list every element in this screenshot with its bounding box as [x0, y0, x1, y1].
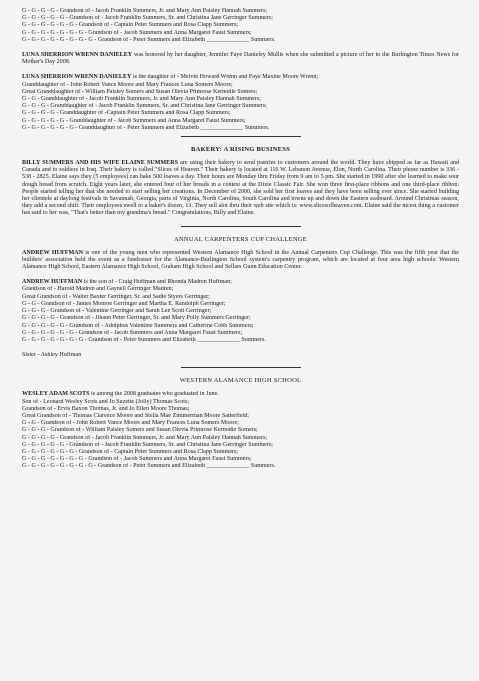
paragraph-text: was honored by her daughter, Jennifer Faye Danieley Mullis when she submitted a picture of her to the Burlington Times News for Mother's Day 2008.: [22, 52, 459, 66]
genealogy-line: G - G - G - Grandson of - William Paisley Somers and Susan Olevia Primrose Kernodle Somers;: [22, 427, 258, 434]
genealogy-line: G - G - G - G - G - Grandson of - Adolphus Valentine Summers and Catherine Cobb Summers;: [22, 322, 254, 329]
genealogy-line: G - G - G - G - G - G - Grandson of - Captain Peter Summers and Rosa Clapp Summers;: [22, 448, 239, 455]
andrew-lineage-intro: [22, 279, 459, 286]
genealogy-line: G - G - G - Grandson of - Valentine Gerringer and Sarah Lee Scott Gerringer;: [22, 308, 212, 315]
genealogy-line: G - G - G - G - Grandson of - Jacob Franklin Summers, Jr. and Mary Ann Paisley Hannah Summers;: [22, 434, 268, 441]
genealogy-line: G - G - Grandson of - John Robert Vance Moore and Mary Frances Luna Somers Moore;: [22, 420, 239, 427]
genealogy-line: Grandson of - Ervis Baxon Thomas, Jr. and Jo Ellen Moore Thomas;: [22, 405, 190, 412]
genealogy-line: G - G - G - Granddaughter of - Jacob Franklin Summers, Sr. and Christina Jane Gerringer Summers;: [22, 103, 267, 110]
section-heading-bakery: BAKERY: A RISING BUSINESS: [191, 146, 290, 154]
person-name: BILLY SUMMERS AND HIS WIFE ELAINE SUMMERS: [22, 160, 179, 167]
sister-line: Sister - Ashley Huffman: [22, 352, 82, 359]
genealogy-line: G - G - G - G - Granddaughter of -Captain Peter Summers and Rosa Clapp Summers;: [22, 110, 231, 117]
section-divider: [181, 136, 301, 137]
section-heading-western-alamance: WESTERN ALAMANCE HIGH SCHOOL: [179, 377, 302, 385]
genealogy-line: G - G - Granddaughter of - Jacob Franklin Summers, Jr. and Mary Ann Paisley Hannah Summers;: [22, 96, 261, 103]
genealogy-line: G - G - G - G - G - Grandson of - Jacob Franklin Summers, Sr. and Christina Jane Gerringer Summers;: [22, 441, 273, 448]
genealogy-line: Granddaughter of - John Robert Vance Moore and Mary Frances Luna Somers Moore;: [22, 81, 233, 88]
genealogy-line: Son of - Leonard Wesley Scots and Jo Suzette (Jolly) Thomas Scots;: [22, 398, 190, 405]
genealogy-block-1: [22, 8, 459, 44]
lineage-text: is the daughter of - Melvin Howard Wrenn and Faye Maxine Moore Wrenn;: [131, 74, 319, 81]
genealogy-line: Grandson of - Harold Madren and Gaynell Gerringer Madren;: [22, 286, 174, 293]
paragraph-text: is among the 2008 graduates who graduated in June.: [89, 391, 219, 398]
wesley-intro: [22, 391, 459, 398]
genealogy-line: G - G - G - G - G - G - G - G - Grandson of - Peter Summers and Elizabeth ______________ Summers.: [22, 463, 276, 470]
person-name: ANDREW HUFFMAN: [22, 249, 84, 256]
person-name: LUNA SHERRION WRENN DANIELEY: [22, 52, 133, 59]
genealogy-line: Great Granddaughter of - William Paisley Somers and Susan Olevia Primrose Kernodle Somers;: [22, 88, 258, 95]
bakery-paragraph: [22, 160, 459, 218]
genealogy-line: G - G - G - G - Grandson of - Jacob Franklin Summers, Jr. and Mary Ann Paisley Hannah Summers;: [22, 8, 268, 14]
section-heading-carpenters: ANNUAL CARPENTERS CUP CHALLENGE: [173, 235, 307, 243]
carpentry-paragraph: [22, 250, 459, 272]
genealogy-line: G - G - G - G - G - G - Grandson of - Captain Peter Summers and Rosa Clapp Summers;: [22, 22, 239, 29]
genealogy-line: G - G - G - G - Grandson of - Jihann Peter Gerringer, Sr. and Mary Polly Summers Gerringer;: [22, 315, 251, 322]
genealogy-block-4: [22, 399, 459, 471]
genealogy-block-2: [22, 82, 459, 132]
section-divider: [181, 367, 301, 368]
genealogy-line: G - G - G - G - G - G - Grandson of - Jacob Summers and Anna Margaret Faust Summers;: [22, 329, 243, 336]
genealogy-line: G - G - G - G - G - G - G - Grandson of - Jacob Summers and Anna Margaret Faust Summers;: [22, 456, 252, 463]
genealogy-line: G - G - G - G - G - G - G - Grandson of - Peter Summers and Elizabeth ______________ Summers.: [22, 336, 266, 343]
luna-lineage-intro: [22, 74, 459, 81]
genealogy-line: G - G - G - G - G - G - G - Grandson of - Jacob Summers and Anna Margaret Faust Summers;: [22, 29, 252, 36]
genealogy-line: G - G - Grandson of - James Monroe Gerringer and Martha E. Randolph Gerringer;: [22, 300, 226, 307]
luna-honor-paragraph: [22, 52, 459, 66]
genealogy-block-3: [22, 286, 459, 344]
genealogy-line: G - G - G - G - G - G - Granddaughter of - Peter Summers and Elizabeth ______________ Summers.: [22, 124, 270, 131]
person-name: WESLEY ADAM SCOTS: [22, 391, 90, 398]
section-divider: [181, 226, 301, 227]
person-name: ANDREW HUFFMAN: [22, 279, 83, 286]
lineage-text: is the son of - Craig Huffman and Rhonda Madren Huffman;: [82, 279, 232, 286]
genealogy-line: G - G - G - G - G - Grandson of - Jacob Franklin Summers, Sr. and Christina Jane Gerringer Summers;: [22, 15, 273, 22]
paragraph-text: is one of the young men who represented Western Alamance High School in the Annual Carpenters Cup Challenge. This was the fifth year that the builders' association held the event as a fundraiser for the Alamance-Burlington School system's carpentry program, which are located at four area high schools: Western Alamance High School, Eastern Alamance High School, Graham High School and Sellars Gunn Education Center.: [22, 249, 459, 271]
paragraph-text: are using their bakery to send pastries to customers around the world. They have shipped as far as Hawaii and Canada and to soldiers in Iraq. Their bakery is called "Slices of Heaven." Their bakery is located at 116 W. Lebanon Avenue, Elon, North Carolina. Their phone number is 336 - 538 - 2825. Elaine says they (5 employees) can bake 500 loaves a day. Their hours are Monday thru Friday from 9 am to 5 pm. She started in 1990 after she learned to make sour dough bread from scratch. Eight years later, she entered four of her breads in a contest at the Dixie Classic Fair. She won three first-place ribbons and one third-place ribbon. People started telling her that she needed to start selling her creations. In December of 2000, she sold her first loaves and they have been selling ever since. She started building her clientele at daylong festivals in Savannah, Georgia, parts of Virginia, North Carolina, South Carolina and towns up and down the Eastern seaboard. Around Christmas season, they add a second shift. Their employees swell to a baker's dozen, 13. They sell alot thru their web site which is: www.slicesofheaven.com. Elaine said the nicest thing a customer has said to her was, "That's better than my grandma's bread." Congratulations, Billy and Elaine.: [22, 160, 459, 217]
person-name: LUNA SHERRION WRENN DANIELEY: [22, 74, 132, 81]
genealogy-line: G - G - G - G - G - Granddaughter of - Jacob Summers and Anna Margaret Faust Summers;: [22, 117, 246, 124]
genealogy-line: G - G - G - G - G - G - G - G - Grandson of - Peter Summers and Elizabeth ______________ Summers.: [22, 36, 276, 43]
genealogy-line: Great Grandson of - Thomas Clarence Moore and Stella Mae Zimmerman Moore Satterfield;: [22, 412, 249, 419]
genealogy-line: Great Grandson of - Walter Baxter Gerringer, Sr. and Sadie Styers Gerringer;: [22, 293, 210, 300]
